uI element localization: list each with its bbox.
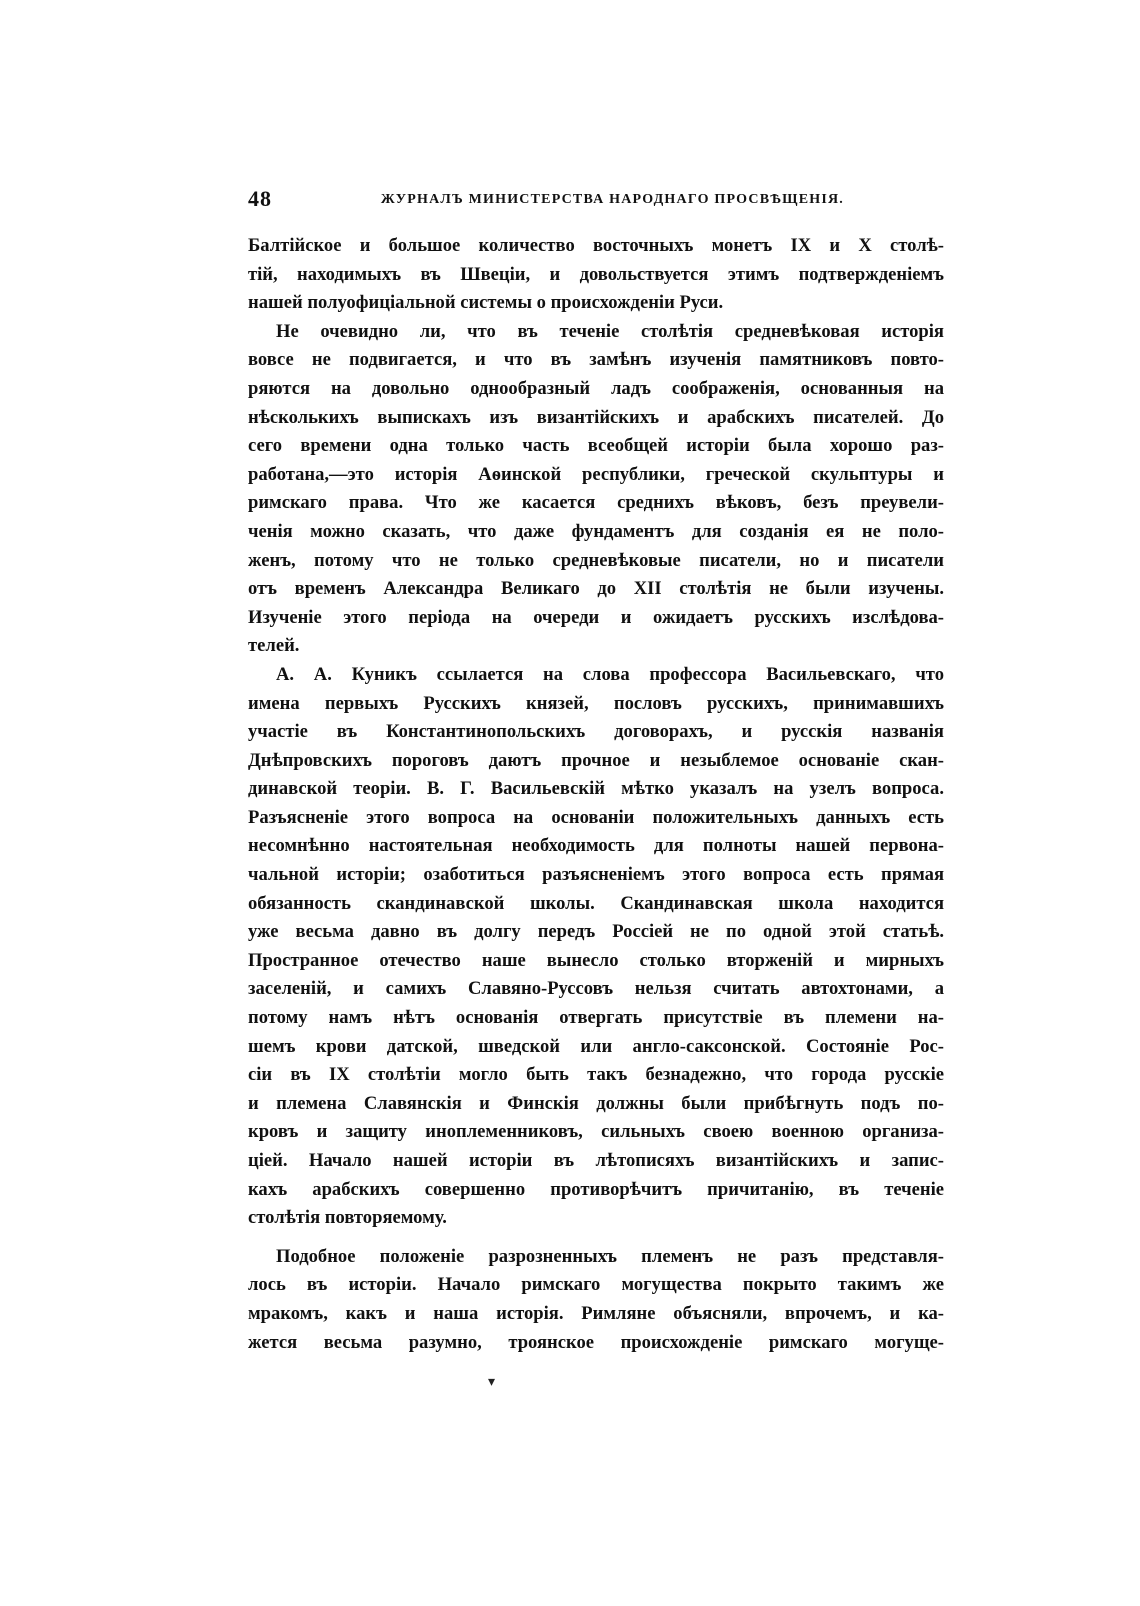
text-line: Балтійское и большое количество восточныхъ монетъ IX и X столѣ- [248, 235, 944, 256]
text-line: участіе въ Константинопольскихъ договорахъ, и русскія названія [248, 721, 944, 743]
text-line: нѣсколькихъ выпискахъ изъ византійскихъ и арабскихъ писателей. До [248, 406, 944, 428]
paragraph [248, 232, 944, 318]
text-line: телей. [248, 635, 300, 657]
text-line: заселеній, и самихъ Славяно-Руссовъ нельзя считать автохтонами, а [248, 978, 944, 1000]
text-line: ряются на довольно однообразный ладъ соображенія, основанныя на [248, 377, 944, 399]
text-line: обязанность скандинавской школы. Скандинавская школа находится [248, 892, 944, 914]
text-line: столѣтія повторяемому. [248, 1207, 447, 1229]
page-header [248, 186, 844, 220]
text-line: отъ временъ Александра Великаго до XII столѣтія не были изучены. [248, 578, 944, 600]
paragraph [248, 661, 944, 1233]
text-line: Пространное отечество наше вынесло столько вторженій и мирныхъ [248, 949, 944, 971]
text-line: лось въ исторіи. Начало римскаго могущества покрыто такимъ же [248, 1274, 944, 1296]
text-line: несомнѣнно настоятельная необходимость для полноты нашей первона- [248, 835, 944, 857]
text-line: и племена Славянскія и Финскія должны были прибѣгнуть подъ по- [248, 1092, 944, 1114]
text-line: тій, находимыхъ въ Швеціи, и довольствуется этимъ подтвержденіемъ [248, 263, 944, 285]
text-line: Не очевидно ли, что въ теченіе столѣтія средневѣковая исторія [276, 320, 944, 342]
text-line: Днѣпровскихъ пороговъ даютъ прочное и незыблемое основаніе скан- [248, 749, 944, 771]
text-line: Изученіе этого періода на очереди и ожидаетъ русскихъ изслѣдова- [248, 606, 944, 628]
text-line: нашей полуофиціальной системы о происхожденіи Руси. [248, 292, 724, 314]
text-line: потому намъ нѣтъ основанія отвергать присутствіе въ племени на- [248, 1007, 944, 1029]
text-line: динавской теоріи. В. Г. Васильевскій мѣтко указалъ на узелъ вопроса. [248, 778, 944, 800]
text-line: уже весьма давно въ долгу передъ Россіей не по одной этой статьѣ. [248, 921, 944, 943]
text-line: сего времени одна только часть всеобщей исторіи была хорошо раз- [248, 435, 944, 457]
text-line: кахъ арабскихъ совершенно противорѣчитъ причитанію, въ теченіе [248, 1178, 944, 1200]
text-line: А. А. Куникъ ссылается на слова профессора Васильевскаго, что [276, 663, 944, 685]
text-line: вовсе не подвигается, и что въ замѣнъ изученія памятниковъ повто- [248, 349, 944, 371]
text-line: ченія можно сказать, что даже фундаментъ для созданія ея не поло- [248, 520, 944, 542]
text-line: имена первыхъ Русскихъ князей, пословъ русскихъ, принимавшихъ [248, 692, 944, 714]
text-line: женъ, потому что не только средневѣковые писатели, но и писатели [248, 549, 944, 571]
text-line: Подобное положеніе разрозненныхъ племенъ не разъ представля- [276, 1245, 944, 1267]
footer-mark: ▾ [488, 1374, 496, 1390]
text-line: жется весьма разумно, троянское происхожденіе римскаго могуще- [248, 1331, 944, 1353]
text-line: работана,—это исторія Аѳинской республики, греческой скульптуры и [248, 463, 944, 485]
text-line: чальной исторіи; озаботиться разъясненіемъ этого вопроса есть прямая [248, 864, 944, 886]
text-line: ціей. Начало нашей исторіи въ лѣтописяхъ византійскихъ и запис- [248, 1150, 944, 1171]
text-line: шемъ крови датской, шведской или англо-саксонской. Состояніе Рос- [248, 1035, 944, 1057]
paragraph [248, 1243, 944, 1357]
running-title: ЖУРНАЛЪ МИНИСТЕРСТВА НАРОДНАГО ПРОСВѢЩЕНІЯ. [380, 192, 844, 207]
page-number: 48 [248, 186, 272, 211]
paragraph-gap [248, 1233, 944, 1243]
text-line: кровъ и защиту иноплеменниковъ, сильныхъ своею военною организа- [248, 1121, 944, 1143]
paragraph [248, 318, 944, 661]
text-line: мракомъ, какъ и наша исторія. Римляне объясняли, впрочемъ, и ка- [248, 1302, 944, 1324]
body-text [248, 232, 944, 1357]
text-line: сіи въ IX столѣтіи могло быть такъ безнадежно, что города русскіе [248, 1064, 944, 1086]
text-line: римскаго права. Что же касается среднихъ вѣковъ, безъ преувели- [248, 492, 944, 514]
text-line: Разъясненіе этого вопроса на основаніи положительныхъ данныхъ есть [248, 806, 944, 828]
